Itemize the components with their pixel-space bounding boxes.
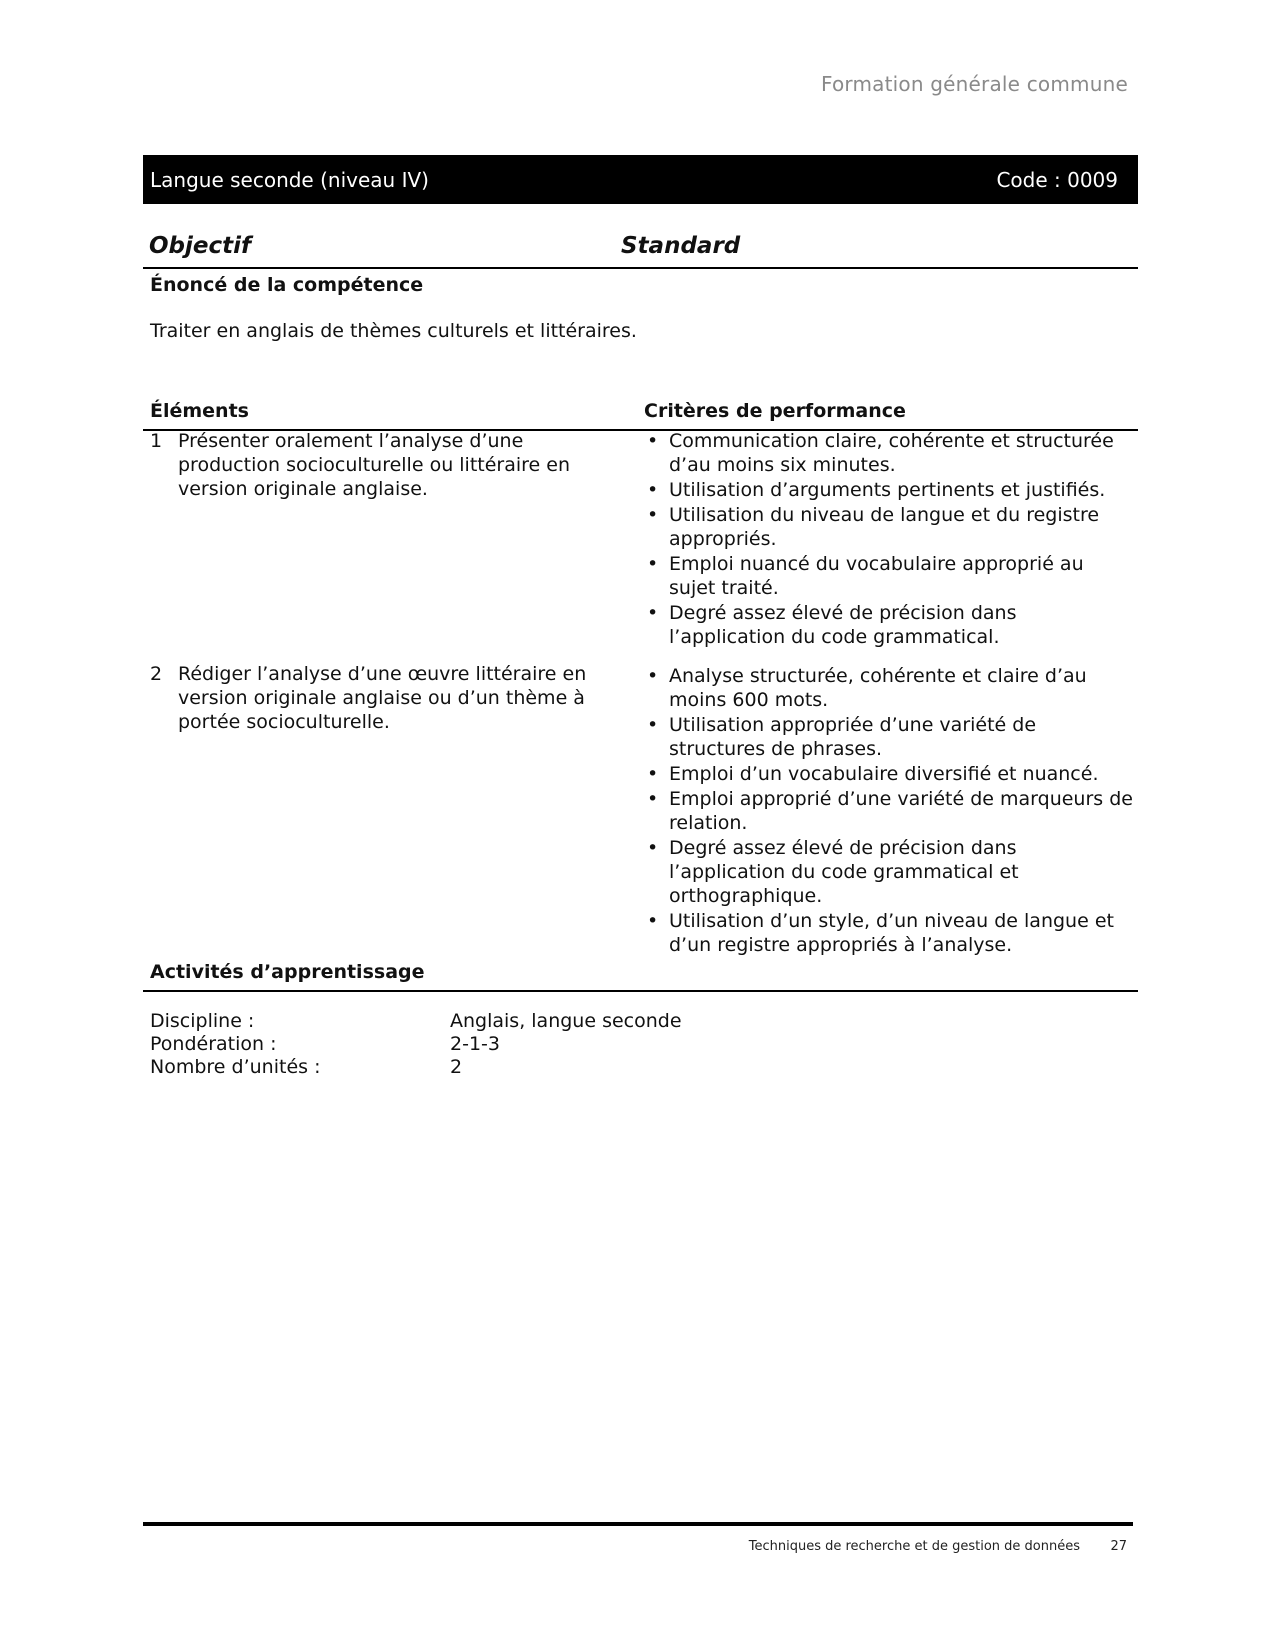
- element-number: 1: [150, 430, 163, 452]
- info-row-ponderation: [150, 1033, 500, 1056]
- element-number: 2: [150, 663, 163, 685]
- element-1: [150, 429, 630, 501]
- competence-text: Traiter en anglais de thèmes culturels et littéraires.: [150, 320, 637, 342]
- info-key: Discipline :: [150, 1010, 255, 1032]
- objectif-heading: Objectif: [149, 233, 252, 259]
- activites-heading: Activités d’apprentissage: [150, 961, 425, 983]
- course-code: Code : 0009: [996, 167, 1118, 192]
- criterion-item: • Utilisation du niveau de langue et du registre appropriés.: [644, 503, 1134, 551]
- criterion-item: • Utilisation d’arguments pertinents et justifiés.: [644, 478, 1134, 502]
- criteria-list-2: [644, 664, 1134, 958]
- criterion-item: • Degré assez élevé de précision dans l’application du code grammatical.: [644, 601, 1134, 649]
- criterion-item: • Communication claire, cohérente et structurée d’au moins six minutes.: [644, 429, 1134, 477]
- course-title-bar: [143, 155, 1138, 204]
- criterion-item: • Utilisation d’un style, d’un niveau de langue et d’un registre appropriés à l’analyse.: [644, 909, 1134, 957]
- running-head: Formation générale commune: [820, 72, 1128, 96]
- element-2: [150, 662, 630, 734]
- criterion-item: • Analyse structurée, cohérente et claire d’au moins 600 mots.: [644, 664, 1134, 712]
- elements-criteria-header: [143, 400, 1138, 431]
- info-key: Nombre d’unités :: [150, 1056, 321, 1078]
- criterion-item: • Utilisation appropriée d’une variété de structures de phrases.: [644, 713, 1134, 761]
- element-text: Présenter oralement l’analyse d’une production socioculturelle ou littéraire en version originale anglaise.: [178, 430, 571, 500]
- criteria-heading: Critères de performance: [644, 400, 906, 422]
- criterion-item: • Emploi d’un vocabulaire diversifié et nuancé.: [644, 762, 1134, 786]
- objectif-standard-header: [143, 233, 1138, 269]
- info-value: 2-1-3: [450, 1033, 500, 1055]
- page-number: 27: [1110, 1539, 1127, 1554]
- info-row-unites: [150, 1056, 462, 1079]
- activites-header: [143, 961, 1138, 992]
- criterion-item: • Degré assez élevé de précision dans l’application du code grammatical et orthographique.: [644, 836, 1134, 908]
- standard-heading: Standard: [621, 233, 741, 259]
- element-text: Rédiger l’analyse d’une œuvre littéraire en version originale anglaise ou d’un thème à portée socioculturelle.: [178, 663, 587, 733]
- info-value: 2: [450, 1056, 463, 1078]
- elements-heading: Éléments: [150, 400, 249, 422]
- footer-title: Techniques de recherche et de gestion de données: [748, 1539, 1080, 1554]
- criterion-item: • Emploi nuancé du vocabulaire approprié au sujet traité.: [644, 552, 1134, 600]
- course-title: Langue seconde (niveau IV): [150, 167, 429, 192]
- footer-rule: [143, 1522, 1133, 1526]
- info-key: Pondération :: [150, 1033, 277, 1055]
- info-row-discipline: [150, 1010, 682, 1033]
- criterion-item: • Emploi approprié d’une variété de marqueurs de relation.: [644, 787, 1134, 835]
- info-value: Anglais, langue seconde: [450, 1010, 682, 1032]
- criteria-list-1: [644, 429, 1134, 650]
- competence-label: Énoncé de la compétence: [150, 274, 424, 296]
